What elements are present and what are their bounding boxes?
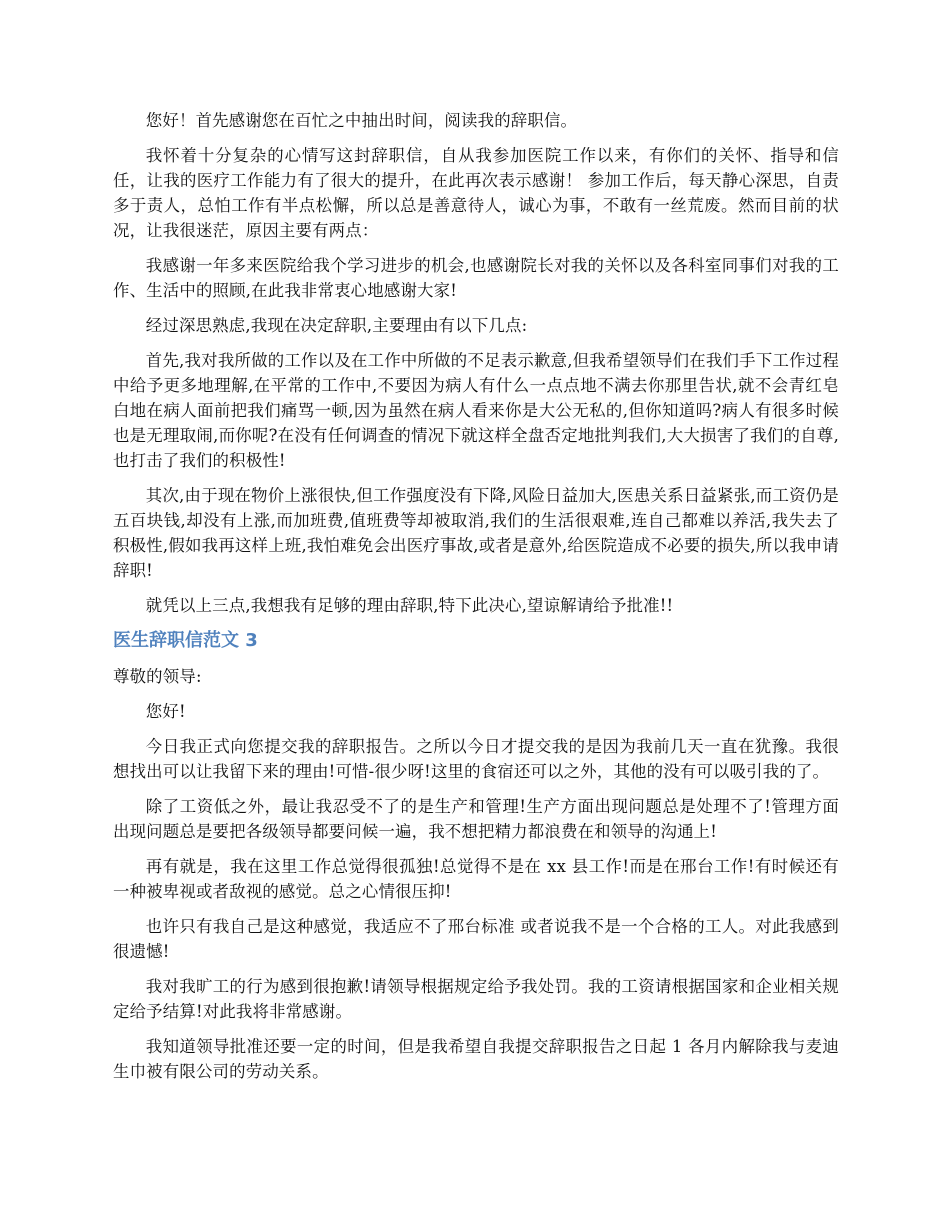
paragraph: 我对我旷工的行为感到很抱歉!请领导根据规定给予我处罚。我的工资请根据国家和企业相关规定给予结算!对此我将非常感谢。 [113,977,839,1021]
paragraph: 再有就是，我在这里工作总觉得很孤独!总觉得不是在 xx 县工作!而是在邢台工作!有时候还有一种被卑视或者敌视的感觉。总之心情很压抑! [113,857,839,901]
salutation: 尊敬的领导: [113,667,202,686]
paragraph: 我感谢一年多来医院给我个学习进步的机会,也感谢院长对我的关怀以及各科室同事们对我的工作、生活中的照顾,在此我非常衷心地感谢大家! [113,256,839,300]
paragraph: 我知道领导批准还要一定的时间，但是我希望自我提交辞职报告之日起 1 各月内解除我与麦迪生巾被有限公司的劳动关系。 [113,1037,839,1081]
paragraph: 经过深思熟虑,我现在决定辞职,主要理由有以下几点: [145,316,528,335]
document-page [113,108,839,1094]
paragraph: 我怀着十分复杂的心情写这封辞职信，自从我参加医院工作以来，有你们的关怀、指导和信任，让我的医疗工作能力有了很大的提升，在此再次表示感谢！ 参加工作后，每天静心深思，自责多于责人，总怕工作有半点松懈，所以总是善意待人，诚心为事，不敢有一丝荒废。然而目前的状况，让我很迷茫，原因主要有两点： [113,146,839,240]
paragraph: 除了工资低之外，最让我忍受不了的是生产和管理!生产方面出现问题总是处理不了!管理方面出现问题总是要把各级领导都要问候一遍，我不想把精力都浪费在和领导的沟通上! [113,797,839,841]
paragraph: 也许只有我自己是这种感觉，我适应不了邢台标准 或者说我不是一个合格的工人。对此我感到很遗憾! [113,917,839,961]
paragraph: 首先,我对我所做的工作以及在工作中所做的不足表示歉意,但我希望领导们在我们手下工作过程中给予更多地理解,在平常的工作中,不要因为病人有什么一点点地不满去你那里告状,就不会青红皂白地在病人面前把我们痛骂一顿,因为虽然在病人看来你是大公无私的,但你知道吗?病人有很多时候也是无理取闹,而你呢?在没有任何调查的情况下就这样全盘否定地批判我们,大大损害了我们的自尊,也打击了我们的积极性! [113,351,839,470]
paragraph: 今日我正式向您提交我的辞职报告。之所以今日才提交我的是因为我前几天一直在犹豫。我很想找出可以让我留下来的理由!可惜-很少呀!这里的食宿还可以之外，其他的没有可以吸引我的了。 [113,737,839,781]
paragraph: 您好! [145,702,186,721]
paragraph: 其次,由于现在物价上涨很快,但工作强度没有下降,风险日益加大,医患关系日益紧张,而工资仍是五百块钱,却没有上涨,而加班费,值班费等却被取消,我们的生活很艰难,连自己都难以养活,我失去了积极性,假如我再这样上班,我怕难免会出医疗事故,或者是意外,给医院造成不必要的损失,所以我申请辞职! [113,486,839,580]
section-heading: 医生辞职信范文 3 [113,630,258,651]
paragraph: 您好！首先感谢您在百忙之中抽出时间，阅读我的辞职信。 [145,111,578,130]
paragraph: 就凭以上三点,我想我有足够的理由辞职,特下此决心,望谅解请给予批准!! [145,596,674,615]
